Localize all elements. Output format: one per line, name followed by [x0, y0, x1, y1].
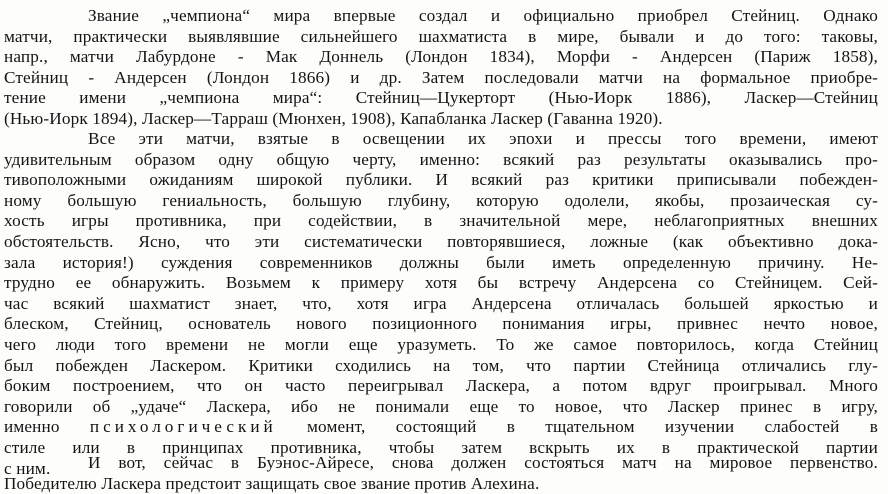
spaced-emphasis: психологический: [89, 417, 277, 437]
text-line: блеском, Стейниц, основатель нового позиционного понимания игры, привнес нечто новое,: [4, 314, 878, 334]
text-line: час всякий шахматист знает, что, хотя игра Андерсена отличалась большей яркостью и: [4, 293, 878, 313]
text-line: говорили об „удаче“ Ласкера, ибо не понимали еще то новое, что Ласкер принес в игру,: [4, 396, 878, 416]
text-line: обстоятельств. Ясно, что эти систематически повторявшиеся, ложные (как объективно дока-: [4, 231, 878, 251]
paragraph: [4, 6, 878, 130]
text-line: удивительным образом одну общую черту, именно: всякий раз результаты оказывались про-: [4, 149, 878, 169]
text-run: момент, состоящий в тщательном изучении слабостей в: [276, 417, 878, 437]
text-line: чего люди того времени не могли еще уразуметь. То же самое повторилось, когда Стейниц: [4, 334, 878, 354]
paragraph: [4, 453, 878, 494]
text-line: с ним.: [4, 458, 51, 478]
text-line: И вот, сейчас в Буэнос-Айресе, снова должен состояться матч на мировое первенство.: [88, 453, 878, 472]
text-line: стиле или в принципах противника, чтобы затем вскрыть их в практической партии: [4, 437, 878, 457]
text-line: ному большую гениальность, большую глубину, которую одолели, якобы, прозаическая су-: [4, 190, 878, 210]
text-line: Все эти матчи, взятые в освещении их эпохи и прессы того времени, имеют: [88, 129, 878, 148]
text-line: (Нью-Иорк 1894), Ласкер—Тарраш (Мюнхен, 1908), Капабланка Ласкер (Гаванна 1920).: [4, 108, 663, 128]
text-line: тивоположными ожиданиям широкой публики. И всякий раз критики приписывали побежден-: [4, 170, 878, 190]
text-line: боким построением, что он часто переигрывал Ласкера, а потом вдруг проигрывал. Много: [4, 376, 878, 396]
text-line: [4, 417, 878, 438]
text-line: Победителю Ласкера предстоит защищать свое звание против Алехина.: [4, 473, 540, 493]
text-line: хость игры противника, при содействии, в значительной мере, неблагоприятных внешних: [4, 211, 878, 231]
text-line: матчи, практически выявлявшие сильнейшего шахматиста в мире, бывали и до того: таковы,: [4, 26, 878, 46]
text-line: тение имени „чемпиона мира“: Стейниц—Цукерторт (Нью-Иорк 1886), Ласкер—Стейниц: [4, 88, 878, 108]
text-line: зала история!) суждения современников должны были иметь определенную причину. Не-: [4, 252, 878, 272]
text-line: Стейниц - Андерсен (Лондон 1866) и др. Затем последовали матчи на формальное приобре-: [4, 67, 878, 87]
paragraph: [4, 129, 878, 479]
text-line: Звание „чемпиона“ мира впервые создал и официально приобрел Стейниц. Однако: [88, 6, 878, 25]
text-line: трудно ее обнаружить. Возьмем к примеру хотя бы встречу Андерсена со Стейницем. Сей-: [4, 273, 878, 293]
text-run: именно: [4, 417, 90, 437]
text-line: напр., матчи Лабурдоне - Мак Доннель (Лондон 1834), Морфи - Андерсен (Париж 1858),: [4, 47, 878, 67]
text-line: был побежден Ласкером. Критики сходились на том, что партии Стейница отличались глу-: [4, 355, 878, 375]
